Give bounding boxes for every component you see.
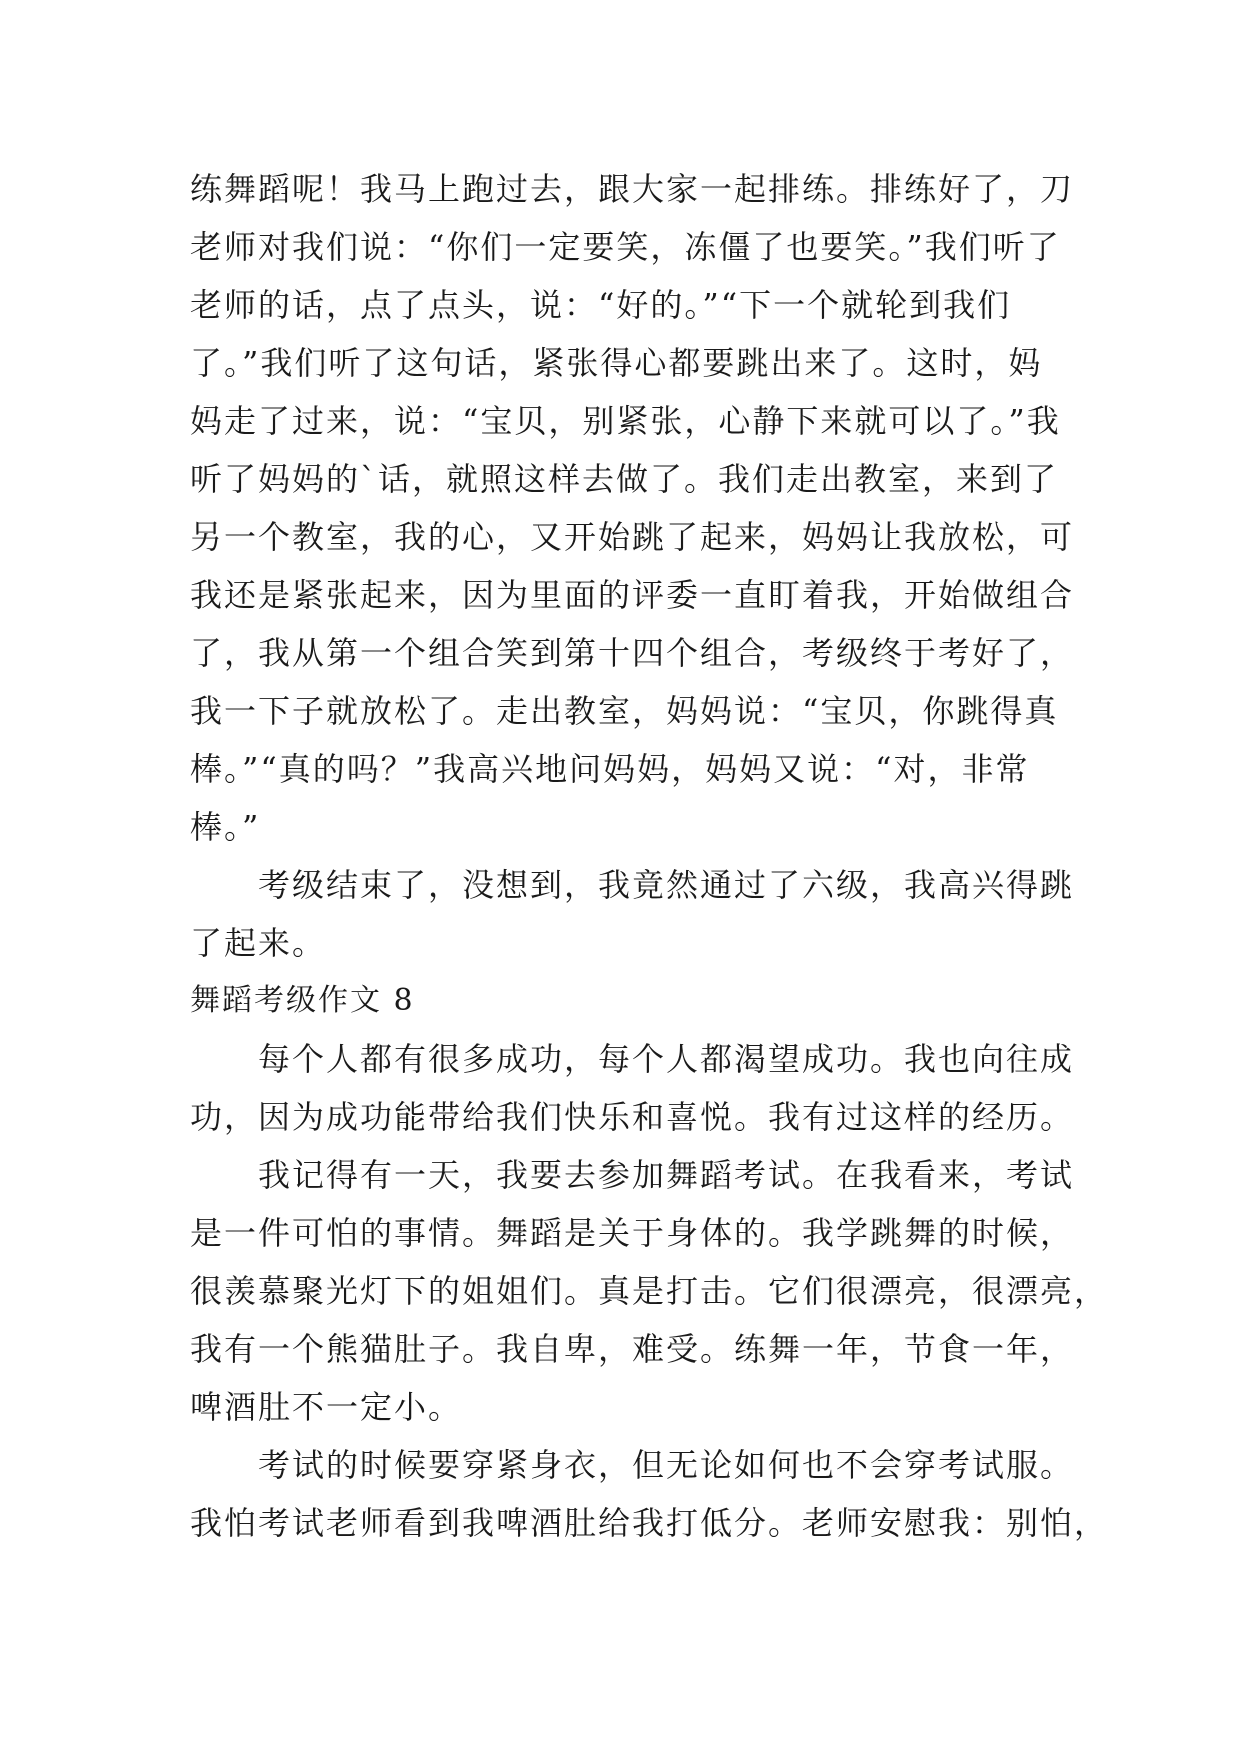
text-line: 我记得有一天，我要去参加舞蹈考试。在我看来，考试 bbox=[258, 1156, 1075, 1194]
text-line: 老师的话，点了点头，说：“好的。”“下一个就轮到我们 bbox=[190, 286, 1012, 324]
text-line: 老师对我们说：“你们一定要笑，冻僵了也要笑。”我们听了 bbox=[190, 228, 1061, 266]
text-line: 了，我从第一个组合笑到第十四个组合，考级终于考好了， bbox=[190, 634, 1075, 672]
text-line: 了起来。 bbox=[190, 924, 327, 962]
text-line: 听了妈妈的`话，就照这样去做了。我们走出教室，来到了 bbox=[190, 460, 1059, 498]
text-line: 棒。”“真的吗？”我高兴地问妈妈，妈妈又说：“对，非常 bbox=[190, 750, 1030, 788]
text-line: 另一个教室，我的心，又开始跳了起来，妈妈让我放松，可 bbox=[190, 518, 1075, 556]
text-line: 每个人都有很多成功，每个人都渴望成功。我也向往成 bbox=[258, 1040, 1075, 1078]
text-line: 我还是紧张起来，因为里面的评委一直盯着我，开始做组合 bbox=[190, 576, 1075, 614]
text-line: 练舞蹈呢！我马上跑过去，跟大家一起排练。排练好了，刀 bbox=[190, 170, 1075, 208]
text-line: 是一件可怕的事情。舞蹈是关于身体的。我学跳舞的时候， bbox=[190, 1214, 1075, 1252]
text-line: 考级结束了，没想到，我竟然通过了六级，我高兴得跳 bbox=[258, 866, 1075, 904]
document-body bbox=[190, 160, 1109, 1552]
text-line: 妈走了过来，说：“宝贝，别紧张，心静下来就可以了。”我 bbox=[190, 402, 1061, 440]
text-line: 我有一个熊猫肚子。我自卑，难受。练舞一年，节食一年， bbox=[190, 1330, 1075, 1368]
text-line: 啤酒肚不一定小。 bbox=[190, 1388, 463, 1426]
text-line: 棒。” bbox=[190, 808, 261, 846]
text-line: 我怕考试老师看到我啤酒肚给我打低分。老师安慰我：别怕， bbox=[190, 1504, 1109, 1542]
section-heading: 舞蹈考级作文 8 bbox=[190, 983, 415, 1018]
text-line: 我一下子就放松了。走出教室，妈妈说：“宝贝，你跳得真 bbox=[190, 692, 1059, 730]
text-line: 很羡慕聚光灯下的姐姐们。真是打击。它们很漂亮，很漂亮， bbox=[190, 1272, 1109, 1310]
text-line: 考试的时候要穿紧身衣，但无论如何也不会穿考试服。 bbox=[258, 1446, 1075, 1484]
text-line: 了。”我们听了这句话，紧张得心都要跳出来了。这时，妈 bbox=[190, 344, 1043, 382]
text-line: 功，因为成功能带给我们快乐和喜悦。我有过这样的经历。 bbox=[190, 1098, 1075, 1136]
